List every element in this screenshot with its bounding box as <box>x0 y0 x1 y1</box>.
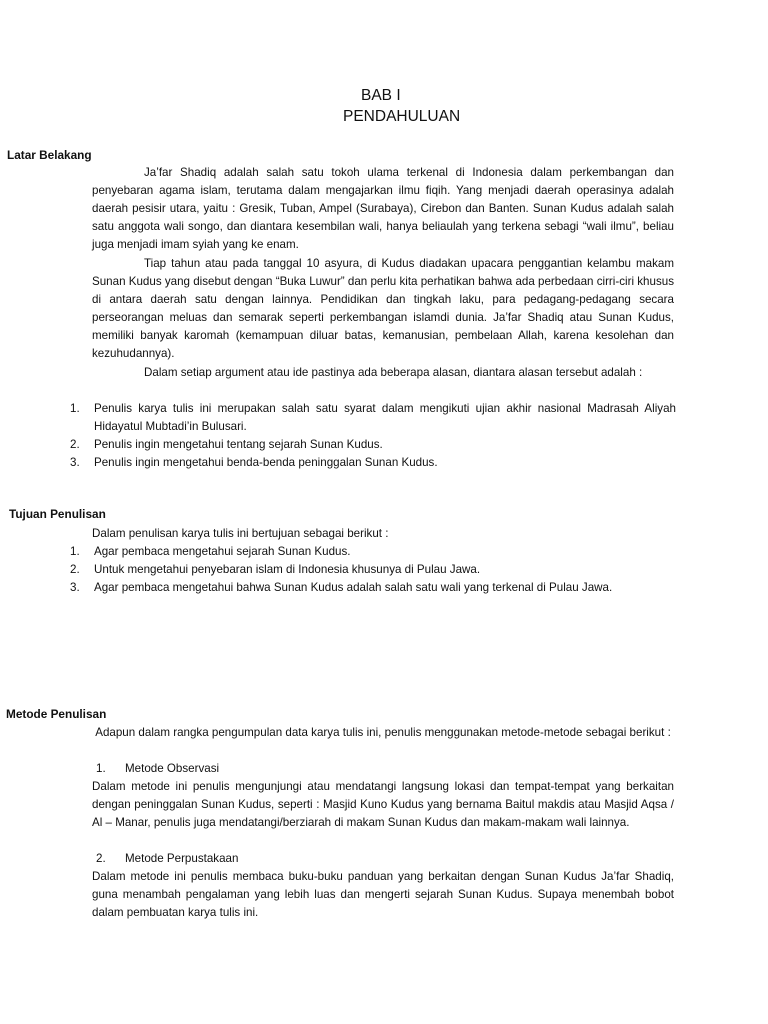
metode-observasi-text: Dalam metode ini penulis mengunjungi atau mendatangi langsung lokasi dan tempat-tempat yang berkaitan dengan peninggalan Sunan Kudus, seperti : Masjid Kuno Kudus yang bernama Baitul makdis atau Masjid Aqsa / Al – Manar, penulis juga mendatangi/berziarah di makam Sunan Kudus dan makam-makam wali lainnya. <box>92 780 674 830</box>
tujuan-list <box>70 543 676 597</box>
tujuan-intro: Dalam penulisan karya tulis ini bertujuan sebagai berikut : <box>92 527 389 540</box>
list-item: 2. Penulis ingin mengetahui tentang sejarah Sunan Kudus. <box>70 438 383 452</box>
heading-tujuan-penulisan: Tujuan Penulisan <box>9 507 106 521</box>
latar-paragraph-2: Tiap tahun atau pada tanggal 10 asyura, di Kudus diadakan upacara penggantian kelambu makam Sunan Kudus yang disebut dengan “Buka Luwur” dan perlu kita perhatikan bahwa ada perbedaan cirri-ciri khusus di antara daerah satu dengan lainnya. Pendidikan dan tingkah laku, para pedagang-pedagang secara perseorangan meluas dan semarak seperti perkembangan islamdi dunia. Ja’far Shadiq atau Sunan Kudus, memiliki banyak karomah (kemampuan diluar batas, kemanusian, pembelaan Allah, karena kesolehan dan kezuhudannya). <box>92 257 674 361</box>
metode-item-observasi: 1. Metode Observasi <box>96 762 220 775</box>
metode-perpustakaan-text: Dalam metode ini penulis membaca buku-buku panduan yang berkaitan dengan Sunan Kudus Ja’far Shadiq, guna menambah pengalaman yang lebih luas dan mengerti sejarah Sunan Kudus. Supaya menembah bobot dalam pembuatan karya tulis ini. <box>92 870 674 920</box>
heading-latar-belakang: Latar Belakang <box>7 148 92 162</box>
heading-metode-penulisan: Metode Penulisan <box>6 707 107 721</box>
list-item: 3. Penulis ingin mengetahui benda-benda peninggalan Sunan Kudus. <box>70 456 438 470</box>
chapter-number: BAB I <box>361 87 401 104</box>
latar-paragraph-1: Ja’far Shadiq adalah salah satu tokoh ulama terkenal di Indonesia dalam perkembangan dan penyebaran agama islam, terutama dalam mengajarkan ilmu fiqih. Yang menjadi daerah operasinya adalah daerah pesisir utara, yaitu : Gresik, Tuban, Ampel (Surabaya), Cirebon dan Banten. Sunan Kudus adalah salah satu anggota wali songo, dan diantara kesembilan wali, hanya beliaulah yang terkena sebagi “wali ilmu”, beliau juga menjadi imam syiah yang ke enam. <box>92 166 674 252</box>
list-item: 2. Untuk mengetahui penyebaran islam di Indonesia khusunya di Pulau Jawa. <box>70 563 481 577</box>
chapter-title: PENDAHULUAN <box>343 108 461 125</box>
list-item: 1. Agar pembaca mengetahui sejarah Sunan Kudus. <box>70 545 351 558</box>
latar-paragraph-3: Dalam setiap argument atau ide pastinya ada beberapa alasan, diantara alasan tersebut adalah : <box>144 366 643 379</box>
metode-item-perpustakaan: 2. Metode Perpustakaan <box>96 852 239 865</box>
list-item: 1. Penulis karya tulis ini merupakan salah satu syarat dalam mengikuti ujian akhir nasional Madrasah Aliyah Hidayatul Mubtadi’in Bulusari. <box>70 402 676 434</box>
latar-reason-list <box>70 400 676 472</box>
metode-intro: Adapun dalam rangka pengumpulan data karya tulis ini, penulis menggunakan metode-metode sebagai berikut : <box>92 726 671 739</box>
list-item: 3. Agar pembaca mengetahui bahwa Sunan Kudus adalah salah satu wali yang terkenal di Pulau Jawa. <box>70 581 613 595</box>
